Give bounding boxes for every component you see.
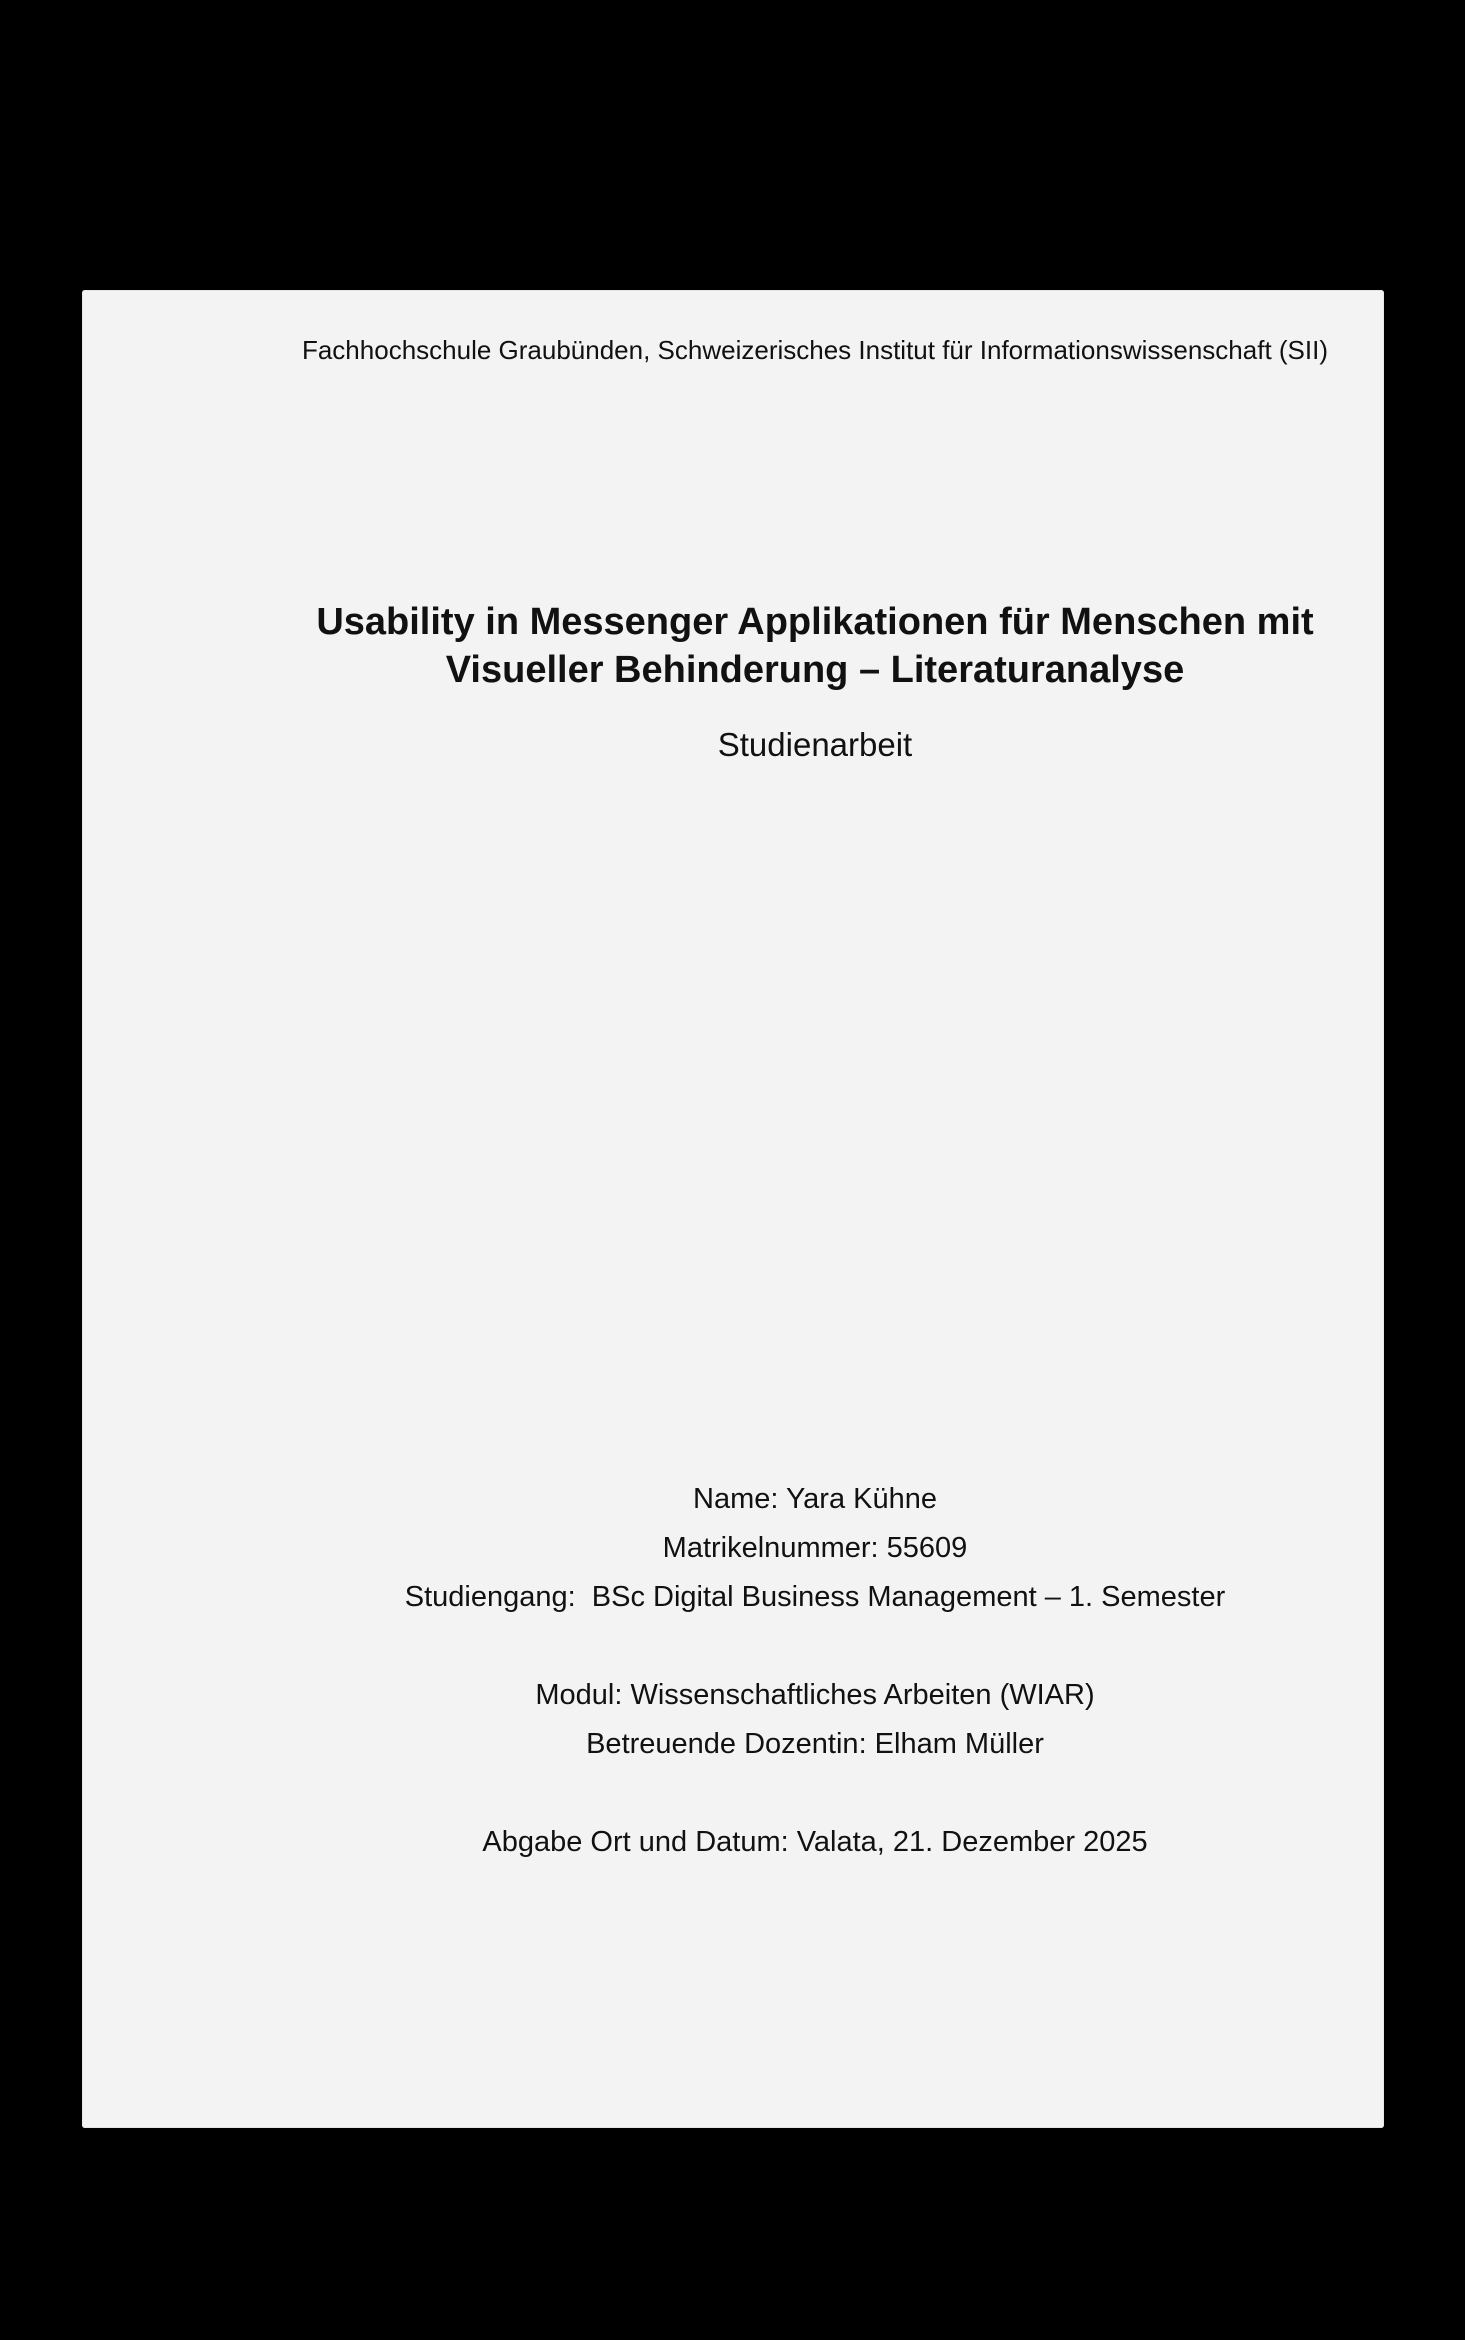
title-line-1: Usability in Messenger Applikationen für Menschen mit	[316, 601, 1314, 643]
matriculation-number: Matrikelnummer: 55609	[662, 1532, 968, 1564]
document-page	[82, 290, 1384, 2128]
document-title	[164, 598, 1465, 694]
student-name: Name: Yara Kühne	[693, 1483, 937, 1515]
supervisor: Betreuende Dozentin: Elham Müller	[586, 1728, 1044, 1760]
degree-program: Studiengang: BSc Digital Business Management – 1. Semester	[404, 1581, 1226, 1613]
title-line-2: Visueller Behinderung – Literaturanalyse	[445, 649, 1185, 691]
institution-header: Fachhochschule Graubünden, Schweizerisches Institut für Informationswissenschaft (SII)	[301, 335, 1329, 365]
module: Modul: Wissenschaftliches Arbeiten (WIAR)	[535, 1679, 1095, 1711]
submission-place-date: Abgabe Ort und Datum: Valata, 21. Dezember 2025	[482, 1826, 1148, 1858]
document-type: Studienarbeit	[717, 726, 913, 763]
